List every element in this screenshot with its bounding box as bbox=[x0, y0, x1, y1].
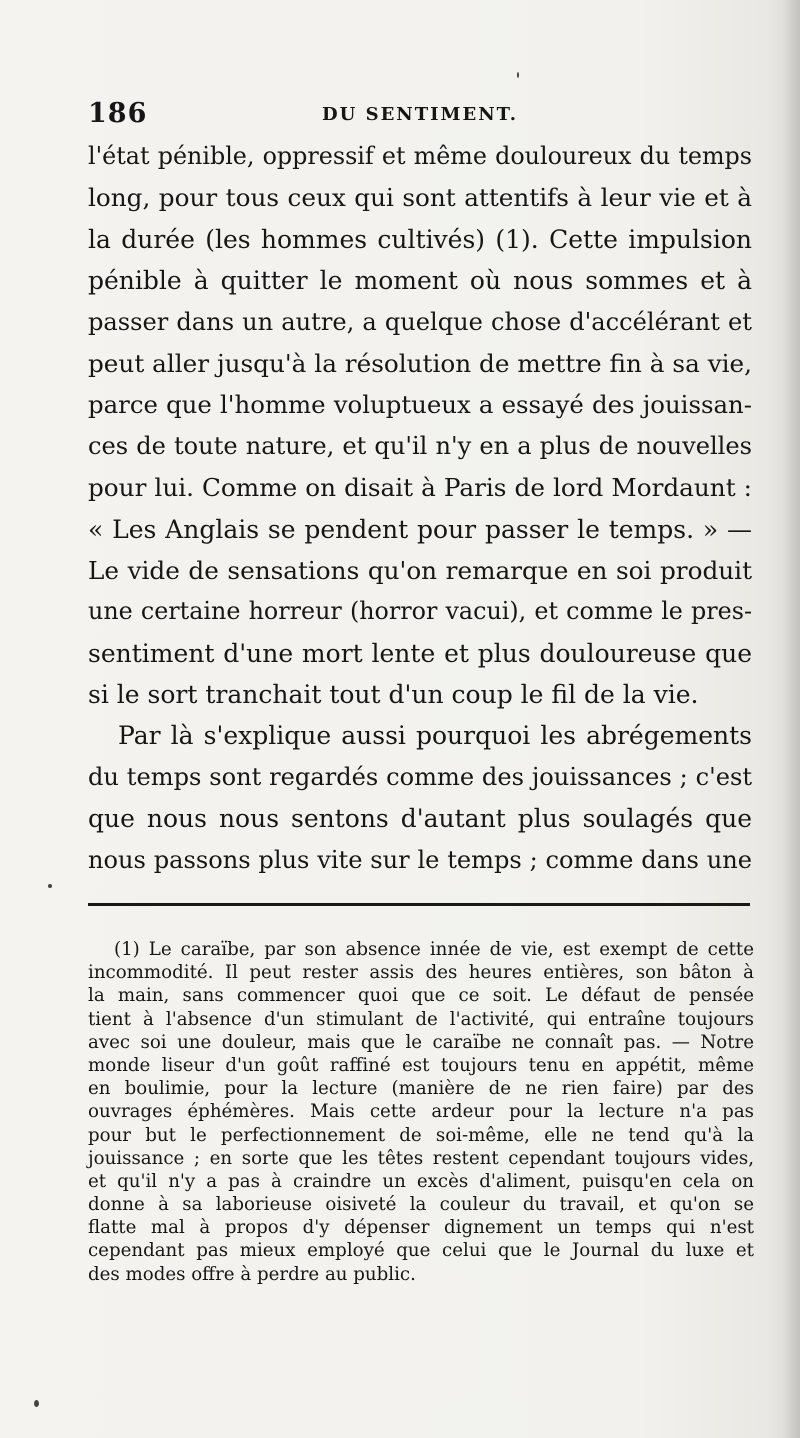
footnote-line: pour but le perfectionnement de soi-même, elle ne tend qu'à la bbox=[88, 1124, 754, 1146]
text-line: que nous nous sentons d'autant plus soulagés que bbox=[88, 804, 752, 834]
footnote-separator-rule bbox=[88, 903, 750, 906]
text-line: parce que l'homme voluptueux a essayé des jouissan- bbox=[88, 390, 752, 420]
footnote-line: (1) Le caraïbe, par son absence innée de vie, est exempt de cette bbox=[114, 939, 754, 960]
footnote-line: cependant pas mieux employé que celui que le Journal du luxe et bbox=[88, 1240, 754, 1262]
footnote-line: la main, sans commencer quoi que ce soit. Le défaut de pensée bbox=[88, 985, 754, 1007]
page-number: 186 bbox=[88, 98, 148, 129]
paper-speck bbox=[517, 72, 519, 78]
text-line: pour lui. Comme on disait à Paris de lord Mordaunt : bbox=[88, 473, 752, 503]
footnote bbox=[88, 938, 754, 1286]
text-line: passer dans un autre, a quelque chose d'accélérant et bbox=[88, 307, 752, 336]
footnote-line: en boulimie, pour la lecture (manière de ne rien faire) par des bbox=[88, 1078, 754, 1100]
footnote-line: jouissance ; en sorte que les têtes restent cependant toujours vides, bbox=[88, 1147, 754, 1169]
text-line: « Les Anglais se pendent pour passer le temps. » — bbox=[88, 514, 752, 544]
text-line: une certaine horreur (horror vacui), et comme le pres- bbox=[88, 597, 752, 626]
text-line: si le sort tranchait tout d'un coup le fil de la vie. bbox=[88, 680, 699, 710]
footnote-line: incommodité. Il peut rester assis des heures entières, son bâton à bbox=[88, 962, 754, 984]
text-line: du temps sont regardés comme des jouissances ; c'est bbox=[88, 762, 752, 791]
text-line: Par là s'explique aussi pourquoi les abrégements bbox=[118, 721, 752, 751]
paper-speck bbox=[34, 1400, 39, 1407]
running-header bbox=[88, 98, 750, 134]
main-text bbox=[88, 136, 752, 881]
text-line: long, pour tous ceux qui sont attentifs à leur vie et à bbox=[88, 183, 752, 213]
footnote-line: et qu'il n'y a pas à craindre un excès d'aliment, puisqu'en cela on bbox=[88, 1170, 754, 1192]
text-line: ces de toute nature, et qu'il n'y en a plus de nouvelles bbox=[88, 431, 752, 460]
footnote-line: des modes offre à perdre au public. bbox=[88, 1263, 416, 1285]
text-line: peut aller jusqu'à la résolution de mettre fin à sa vie, bbox=[88, 348, 752, 378]
footnote-line: monde liseur d'un goût raffiné est toujours tenu en appétit, même bbox=[88, 1054, 754, 1076]
footnote-line: ouvrages éphémères. Mais cette ardeur pour la lecture n'a pas bbox=[88, 1101, 754, 1123]
running-head-title: DU SENTIMENT. bbox=[322, 104, 518, 125]
footnote-line: flatte mal à propos d'y dépenser dignement un temps qui n'est bbox=[88, 1217, 754, 1239]
footnote-line: donne à sa laborieuse oisiveté la couleur du travail, et qu'on se bbox=[88, 1194, 754, 1216]
text-line: la durée (les hommes cultivés) (1). Cette impulsion bbox=[88, 224, 752, 254]
text-line: Le vide de sensations qu'on remarque en soi produit bbox=[88, 555, 752, 585]
footnote-line: tient à l'absence d'un stimulant de l'activité, qui entraîne toujours bbox=[88, 1008, 754, 1030]
text-line: l'état pénible, oppressif et même douloureux du temps bbox=[88, 142, 752, 170]
paper-speck bbox=[48, 884, 52, 888]
page-edge-shadow bbox=[782, 0, 800, 1438]
text-line: nous passons plus vite sur le temps ; comme dans une bbox=[88, 845, 752, 874]
text-line: sentiment d'une mort lente et plus douloureuse que bbox=[88, 638, 752, 668]
text-line: pénible à quitter le moment où nous sommes et à bbox=[88, 266, 752, 296]
footnote-line: avec soi une douleur, mais que le caraïbe ne connaît pas. — Notre bbox=[88, 1031, 754, 1053]
